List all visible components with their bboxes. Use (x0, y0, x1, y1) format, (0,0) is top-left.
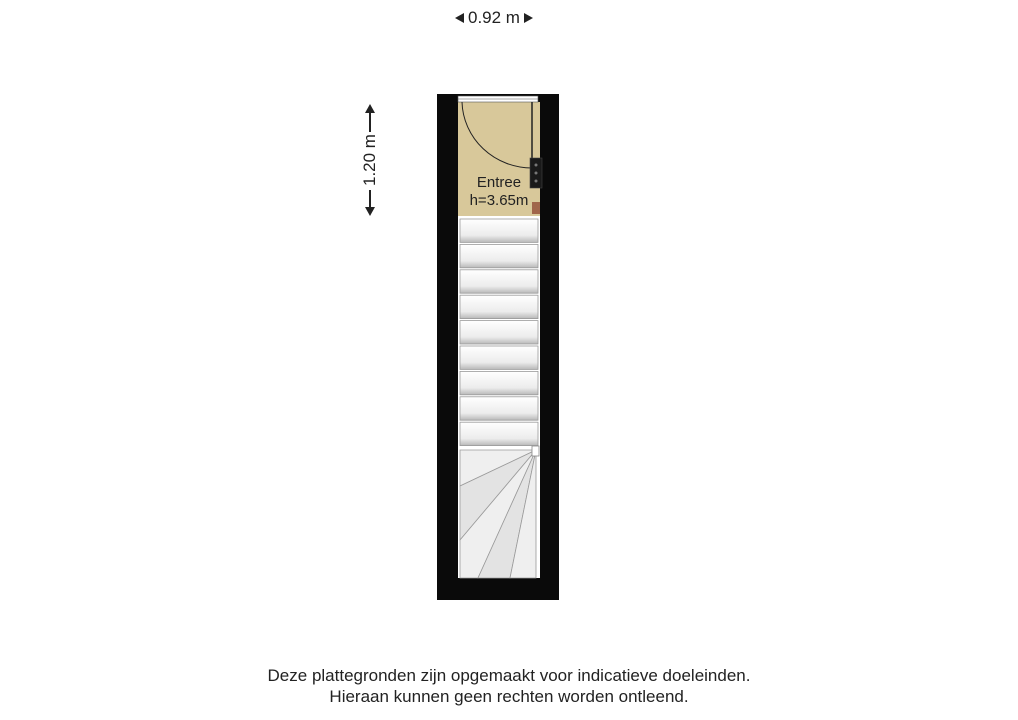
height-dimension-label: 1.20 m (360, 134, 379, 186)
disclaimer-line-2: Hieraan kunnen geen rechten worden ontleend. (329, 687, 689, 706)
newel-post (532, 446, 539, 456)
stair-step (460, 346, 538, 369)
winder-steps (460, 450, 536, 578)
stair-step (460, 422, 538, 445)
stair-step (460, 371, 538, 394)
disclaimer-line-1: Deze plattegronden zijn opgemaakt voor indicatieve doeleinden. (267, 666, 751, 685)
room-name: Entree (476, 174, 522, 191)
stair-steps (460, 219, 538, 446)
stair-step (460, 270, 538, 293)
disclaimer (0, 665, 1018, 707)
stair-step (460, 244, 538, 267)
stair-step (460, 295, 538, 318)
stair-step (460, 219, 538, 242)
room-height: h=3.65m (469, 192, 529, 209)
stair-step (460, 397, 538, 420)
stair-step (460, 321, 538, 344)
width-dimension-label: 0.92 m (468, 8, 520, 27)
